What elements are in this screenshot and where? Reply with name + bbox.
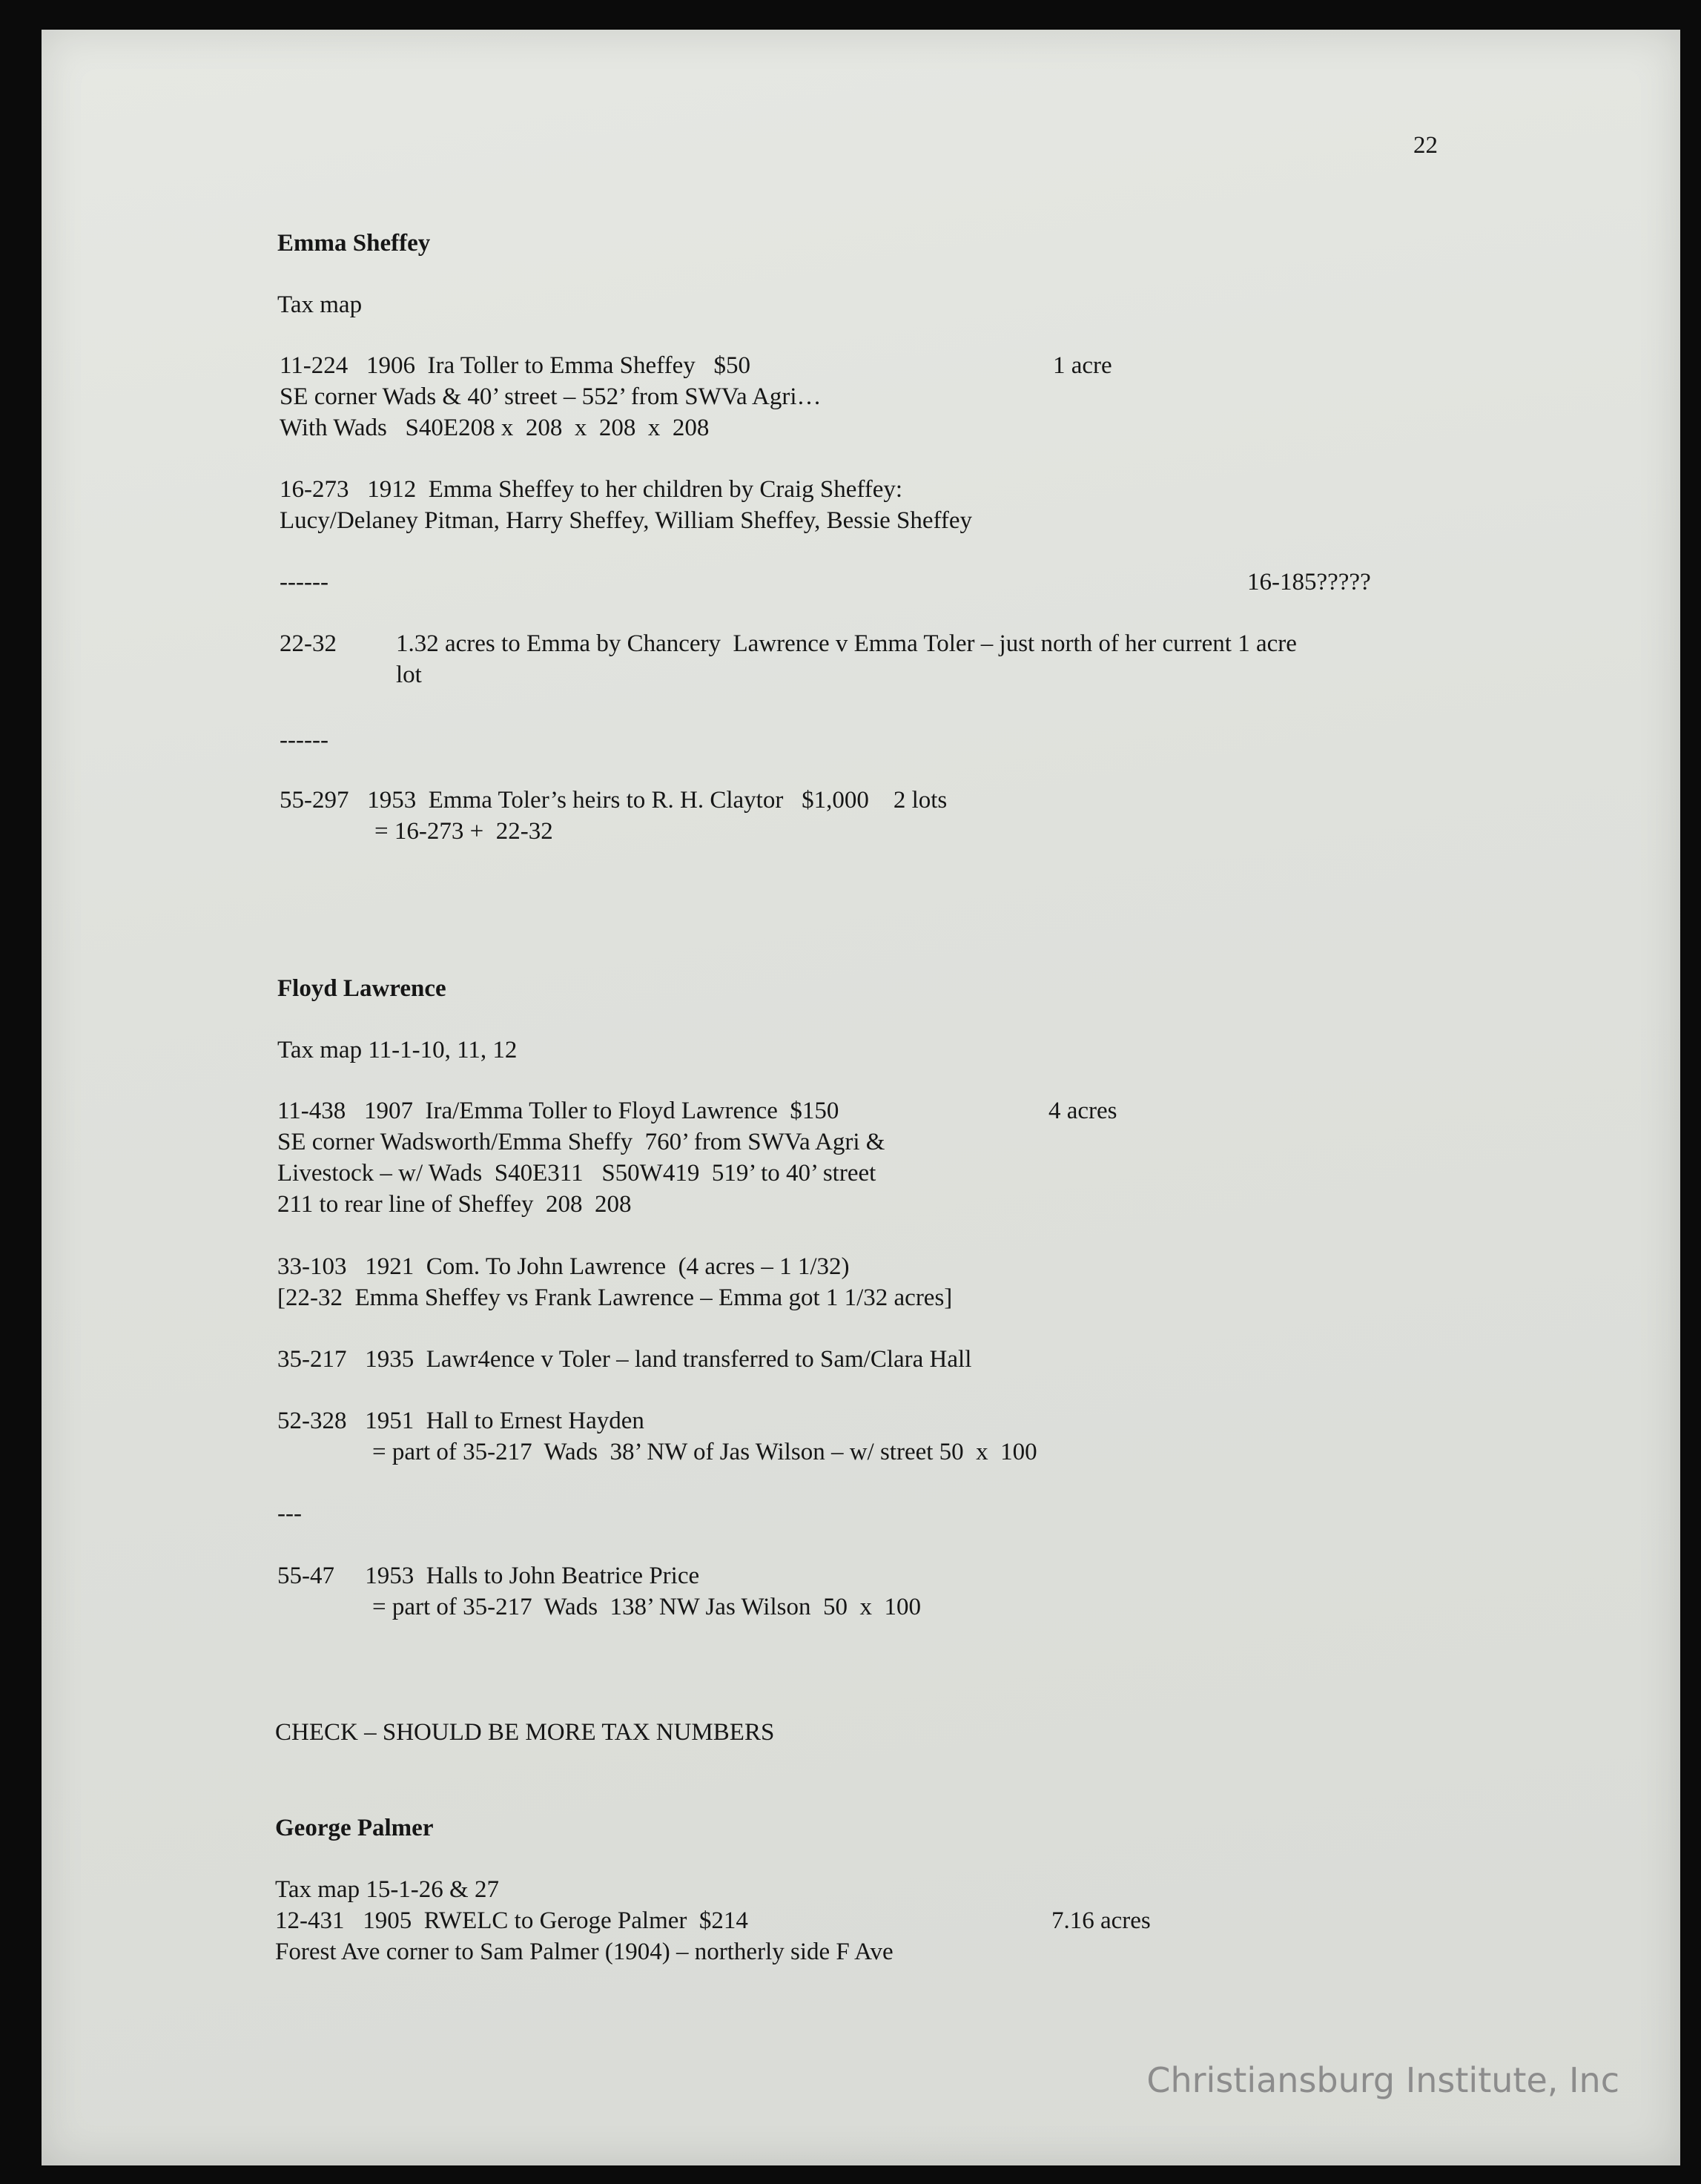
text-line: SE corner Wadsworth/Emma Sheffy 760’ from SWVa Agri & <box>277 1129 885 1155</box>
text-line: CHECK – SHOULD BE MORE TAX NUMBERS <box>275 1719 775 1746</box>
text-line: 16-273 1912 Emma Sheffey to her children by Craig Sheffey: <box>280 476 903 503</box>
text-line: 1.32 acres to Emma by Chancery Lawrence v Emma Toler – just north of her current 1 acre <box>396 630 1297 657</box>
text-line: Tax map 15-1-26 & 27 <box>275 1876 499 1903</box>
section-heading: Floyd Lawrence <box>277 975 446 1002</box>
text-line: [22-32 Emma Sheffey vs Frank Lawrence – Emma got 1 1/32 acres] <box>277 1284 953 1311</box>
text-line: 11-224 1906 Ira Toller to Emma Sheffey $50 <box>280 352 750 379</box>
text-line: With Wads S40E208 x 208 x 208 x 208 <box>280 415 710 441</box>
watermark: Christiansburg Institute, Inc <box>1146 2060 1619 2100</box>
text-line: Lucy/Delaney Pitman, Harry Sheffey, William Sheffey, Bessie Sheffey <box>280 507 973 534</box>
text-line: = part of 35-217 Wads 138’ NW Jas Wilson 50 x 100 <box>372 1594 921 1620</box>
text-line: 33-103 1921 Com. To John Lawrence (4 acres – 1 1/32) <box>277 1253 850 1280</box>
text-line: --- <box>277 1500 302 1527</box>
text-line: 22-32 <box>280 630 337 657</box>
text-line: ------ <box>280 727 328 753</box>
section-heading: George Palmer <box>275 1815 434 1841</box>
text-line: 211 to rear line of Sheffey 208 208 <box>277 1191 632 1218</box>
text-line: 52-328 1951 Hall to Ernest Hayden <box>277 1408 644 1434</box>
section-heading: Emma Sheffey <box>277 230 431 257</box>
text-line: = part of 35-217 Wads 38’ NW of Jas Wilson – w/ street 50 x 100 <box>372 1439 1037 1465</box>
text-line: 55-47 1953 Halls to John Beatrice Price <box>277 1563 700 1589</box>
text-line: ------ <box>280 569 328 596</box>
text-line: 11-438 1907 Ira/Emma Toller to Floyd Lawrence $150 <box>277 1098 839 1124</box>
text-line: 4 acres <box>1048 1098 1117 1124</box>
text-line: lot <box>396 662 422 688</box>
text-line: Livestock – w/ Wads S40E311 S50W419 519’ to 40’ street <box>277 1160 876 1187</box>
text-line: Tax map 11-1-10, 11, 12 <box>277 1037 518 1063</box>
text-line: 12-431 1905 RWELC to Geroge Palmer $214 <box>275 1907 748 1934</box>
text-line: 35-217 1935 Lawr4ence v Toler – land transferred to Sam/Clara Hall <box>277 1346 972 1373</box>
text-line: Tax map <box>277 291 363 318</box>
text-line: 16-185????? <box>1247 569 1371 596</box>
text-line: 55-297 1953 Emma Toler’s heirs to R. H. Claytor $1,000 2 lots <box>280 787 948 814</box>
text-line: = 16-273 + 22-32 <box>374 818 553 845</box>
page-number: 22 <box>1413 132 1438 159</box>
text-line: 7.16 acres <box>1051 1907 1151 1934</box>
text-line: Forest Ave corner to Sam Palmer (1904) – northerly side F Ave <box>275 1939 894 1965</box>
text-line: 1 acre <box>1053 352 1112 379</box>
text-line: SE corner Wads & 40’ street – 552’ from SWVa Agri… <box>280 383 822 410</box>
